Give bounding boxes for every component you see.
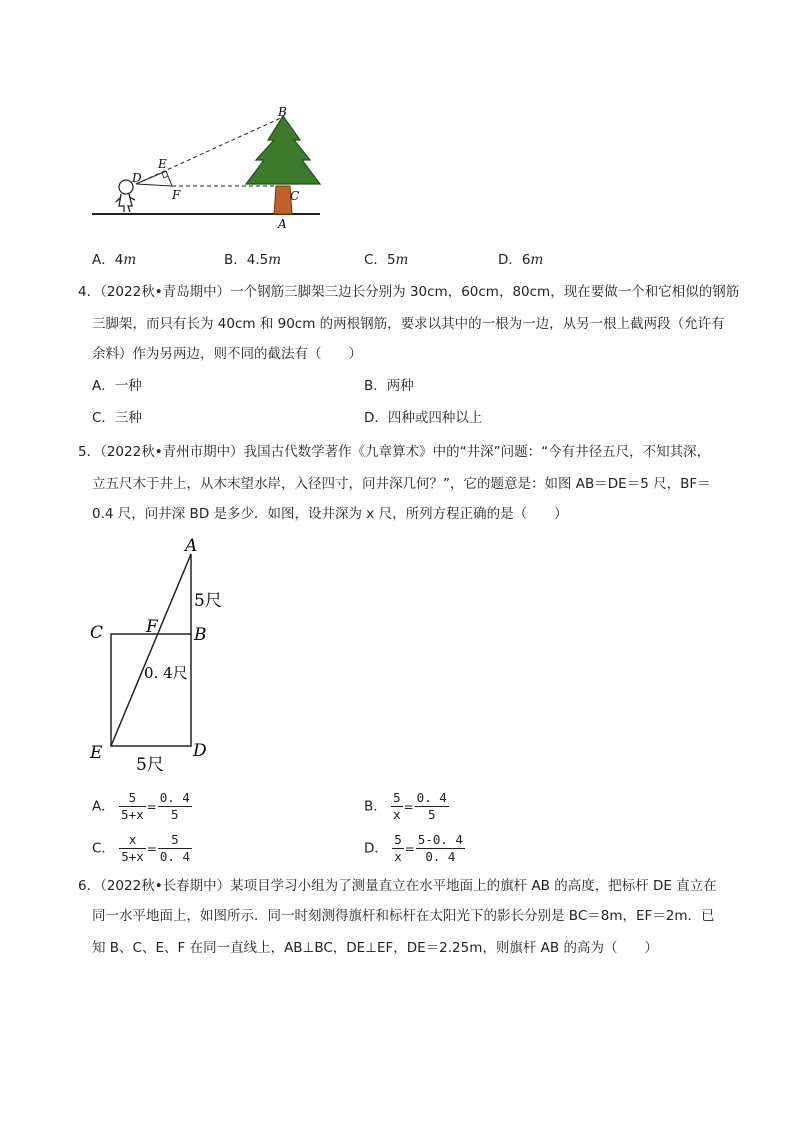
numerator: 5-0. 4 — [417, 832, 463, 847]
q5-option-a — [92, 790, 192, 823]
option-unit: m — [395, 252, 409, 268]
denominator: 5 — [427, 807, 436, 822]
q4-text-line-2: 三脚架，而只有长为 40cm 和 90cm 的两根钢筋，要求以其中的一根为一边，从另一根上截两段（允许有 — [92, 316, 725, 332]
denominator: 0. 4 — [159, 849, 190, 864]
denominator: 5+x — [121, 849, 144, 864]
label-bf-length: 0. 4尺 — [144, 664, 188, 682]
q5-text-line-3: 0.4 尺，问井深 BD 是多少．如图，设井深为 x 尺，所列方程正确的是（ ） — [92, 506, 568, 522]
q3-option-a — [92, 250, 136, 270]
label-e: E — [158, 157, 167, 171]
right-fraction — [158, 790, 192, 823]
equals-sign: = — [146, 799, 157, 814]
q5-option-d — [364, 832, 465, 865]
label-e: E — [90, 743, 103, 763]
q6-text-line-2: 同一水平地面上，如图所示．同一时刻测得旗杆和标杆在太阳光下的影长分别是 BC＝8m，EF＝2m．已 — [92, 908, 715, 924]
label-b: B — [278, 105, 287, 119]
numerator: 0. 4 — [159, 790, 190, 805]
right-fraction — [158, 832, 192, 865]
equals-sign: = — [146, 841, 157, 856]
denominator: 5+x — [121, 807, 144, 822]
option-letter: B． — [364, 798, 387, 815]
left-fraction — [119, 790, 146, 823]
q4-option-b: B．两种 — [364, 378, 414, 394]
person-head — [119, 180, 133, 194]
option-letter: D． — [498, 252, 522, 268]
label-c: C — [90, 623, 104, 643]
option-letter: A． — [92, 798, 115, 815]
label-a: A — [185, 536, 198, 556]
option-unit: m — [530, 252, 544, 268]
label-f: F — [146, 617, 158, 637]
q6-text-line-1: 6．（2022秋•长春期中）某项目学习小组为了测量直立在水平地面上的旗杆 AB 的高度，把标杆 DE 直立在 — [78, 878, 717, 894]
option-letter: A． — [92, 252, 115, 268]
left-fraction — [119, 832, 146, 865]
well-figure — [86, 532, 246, 782]
q5-text-line-1: 5．（2022秋•青州市期中）我国古代数学著作《九章算术》中的“井深”问题：“今有井径五尺，不知其深， — [78, 444, 711, 460]
label-ed-length: 5尺 — [136, 755, 164, 775]
numerator: 5 — [393, 790, 401, 805]
q4-option-a: A．一种 — [92, 378, 142, 394]
numerator: 5 — [119, 790, 146, 807]
denominator: 0. 4 — [425, 849, 456, 864]
q5-text-line-2: 立五尺木于井上，从木末望水岸，入径四寸，问井深几何？”，它的题意是：如图 AB＝DE＝5 尺，BF＝ — [92, 476, 711, 492]
option-value: 4.5 — [246, 252, 269, 268]
option-letter: C． — [92, 840, 115, 857]
numerator: 5 — [394, 832, 402, 847]
option-unit: m — [123, 252, 137, 268]
option-letter: D． — [364, 840, 388, 857]
denominator: x — [393, 807, 401, 822]
person-body — [116, 194, 135, 212]
left-fraction — [392, 832, 404, 865]
label-b: B — [194, 625, 207, 645]
label-d: D — [193, 741, 207, 761]
denominator: x — [394, 849, 402, 864]
equals-sign: = — [403, 799, 414, 814]
right-fraction — [415, 790, 449, 823]
q4-option-d: D．四种或四种以上 — [364, 410, 483, 426]
q5-option-c — [92, 832, 192, 865]
tree-foliage — [246, 116, 320, 184]
option-value: 5 — [386, 252, 396, 268]
numerator: 5 — [158, 832, 192, 849]
denominator: 5 — [170, 807, 179, 822]
right-fraction — [416, 832, 465, 865]
numerator: x — [119, 832, 146, 849]
q4-option-c: C．三种 — [92, 410, 142, 426]
option-unit: m — [268, 252, 282, 268]
option-value: 4 — [114, 252, 124, 268]
label-f: F — [172, 188, 181, 202]
q3-option-d — [498, 250, 543, 270]
segment-ae — [111, 554, 191, 746]
option-letter: B． — [224, 252, 247, 268]
q3-option-b — [224, 250, 281, 270]
segment-ef — [166, 171, 172, 186]
equals-sign: = — [404, 841, 415, 856]
q5-option-b — [364, 790, 449, 823]
q6-text-line-3: 知 B、C、E、F 在同一直线上，AB⊥BC，DE⊥EF，DE＝2.25m，则旗杆 AB 的高为（ ） — [92, 940, 658, 956]
numerator: 0. 4 — [416, 790, 447, 805]
option-value: 6 — [521, 252, 531, 268]
label-ab-length: 5尺 — [194, 591, 222, 611]
label-a: A — [278, 217, 287, 231]
q4-text-line-3: 余料）作为另两边，则不同的截法有（ ） — [92, 346, 362, 362]
q3-option-c — [364, 250, 408, 270]
label-d: D — [132, 171, 142, 185]
label-c: C — [290, 189, 300, 203]
option-letter: C． — [364, 252, 387, 268]
left-fraction — [391, 790, 403, 823]
q4-text-line-1: 4．（2022秋•青岛期中）一个钢筋三脚架三边长分别为 30cm，60cm，80cm，现在要做一个和它相似的钢筋 — [78, 284, 740, 300]
tree-figure — [88, 100, 338, 235]
